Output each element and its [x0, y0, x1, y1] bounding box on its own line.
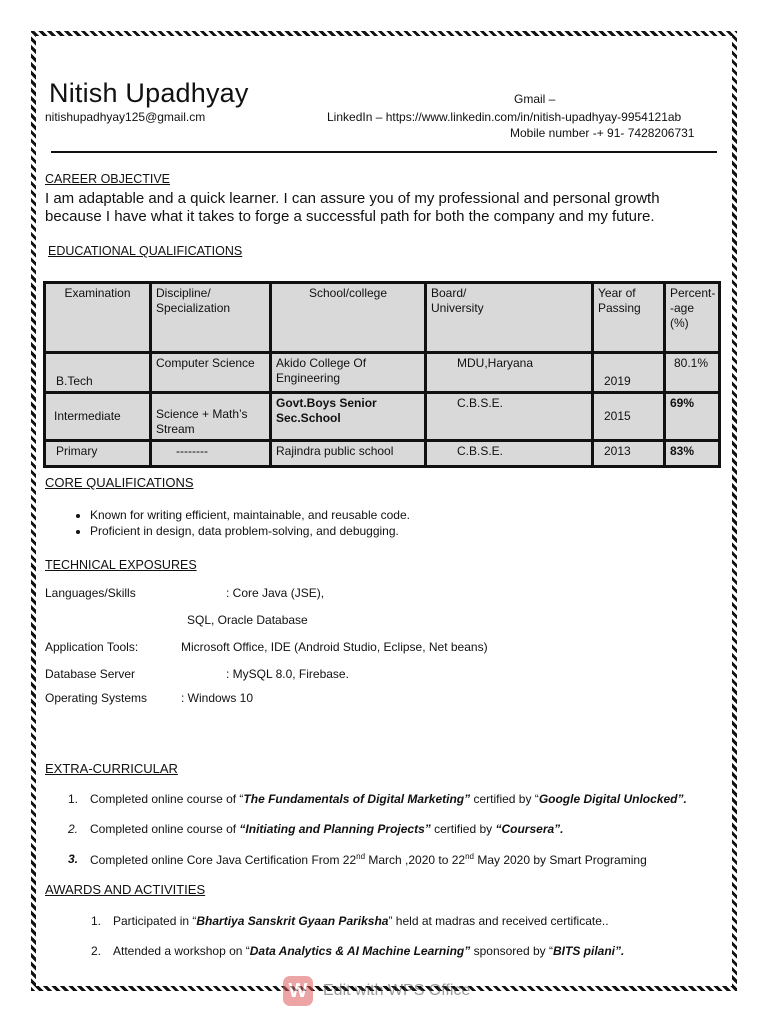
career-objective-line1: I am adaptable and a quick learner. I can assure you of my professional and personal growth	[45, 190, 660, 207]
core-qualifications-list	[70, 507, 410, 539]
cell-board: C.B.S.E.	[426, 393, 593, 441]
mobile-text: Mobile number -+ 91- 7428206731	[510, 126, 695, 140]
wps-watermark	[283, 976, 470, 1006]
cell-board: C.B.S.E.	[426, 441, 593, 467]
career-objective-heading: CAREER OBJECTIVE	[45, 172, 171, 186]
cell-discipline: Science + Math’s Stream	[151, 393, 271, 441]
cell-percentage: 83%	[665, 441, 720, 467]
app-tools-label: Application Tools:	[45, 640, 139, 654]
table-row	[45, 441, 720, 467]
cell-discipline: Computer Science	[151, 353, 271, 393]
candidate-name: Nitish Upadhyay	[49, 78, 249, 108]
header-percentage: Percent- -age (%)	[665, 283, 720, 353]
award-item-1: Participated in “Bhartiya Sanskrit Gyaan Pariksha” held at madras and received certificate..	[113, 914, 609, 928]
cell-exam: Primary	[45, 441, 151, 467]
db-server-label: Database Server	[45, 667, 136, 681]
cell-school: Govt.Boys Senior Sec.School	[271, 393, 426, 441]
linkedin-text: LinkedIn – https://www.linkedin.com/in/nitish-upadhyay-9954121ab	[327, 110, 682, 124]
db-server-value: : MySQL 8.0, Firebase.	[226, 667, 349, 681]
email-text: nitishupadhyay125@gmail.cm	[45, 110, 206, 124]
list-item: • Known for writing efficient, maintainable, and reusable code.	[90, 507, 410, 523]
cell-percentage: 80.1%	[665, 353, 720, 393]
cell-school: Akido College Of Engineering	[271, 353, 426, 393]
table-row	[45, 353, 720, 393]
extra-curricular-heading: EXTRA-CURRICULAR	[45, 761, 178, 776]
header-school: School/college	[271, 283, 426, 353]
core-qualifications-heading: CORE QUALIFICATIONS	[45, 475, 194, 490]
extra-number-2: 2.	[68, 822, 79, 836]
header-board: Board/ University	[426, 283, 593, 353]
languages-label: Languages/Skills	[45, 586, 136, 600]
header-examination: Examination	[45, 283, 151, 353]
cell-exam: B.Tech	[45, 353, 151, 393]
award-number-2: 2.	[91, 944, 102, 958]
gmail-label: Gmail –	[514, 92, 556, 106]
header-divider	[51, 151, 717, 153]
extra-item-3: Completed online Core Java Certification From 22nd March ,2020 to 22nd May 2020 by Smart Programing	[90, 852, 647, 867]
extra-number-1: 1.	[68, 792, 79, 806]
os-label: Operating Systems	[45, 691, 148, 705]
list-item: • Proficient in design, data problem-solving, and debugging.	[90, 523, 410, 539]
extra-item-2: Completed online course of “Initiating and Planning Projects” certified by “Coursera”.	[90, 822, 564, 836]
cell-school: Rajindra public school	[271, 441, 426, 467]
header-discipline: Discipline/ Specialization	[151, 283, 271, 353]
extra-number-3: 3.	[68, 852, 79, 866]
languages-value: : Core Java (JSE),	[226, 586, 325, 600]
wps-logo-icon: W	[283, 976, 313, 1006]
cell-board: MDU,Haryana	[426, 353, 593, 393]
os-value: : Windows 10	[181, 691, 254, 705]
education-table	[43, 281, 721, 468]
cell-exam: Intermediate	[45, 393, 151, 441]
award-item-2: Attended a workshop on “Data Analytics & AI Machine Learning” sponsored by “BITS pilani”.	[113, 944, 625, 958]
app-tools-value: Microsoft Office, IDE (Android Studio, Eclipse, Net beans)	[181, 640, 488, 654]
technical-heading: TECHNICAL EXPOSURES	[45, 558, 197, 572]
cell-year: 2019	[593, 353, 665, 393]
table-row	[45, 393, 720, 441]
cell-discipline: --------	[151, 441, 271, 467]
cell-year: 2015	[593, 393, 665, 441]
cell-year: 2013	[593, 441, 665, 467]
cell-percentage: 69%	[665, 393, 720, 441]
awards-heading: AWARDS AND ACTIVITIES	[45, 882, 206, 897]
table-header-row	[45, 283, 720, 353]
award-number-1: 1.	[91, 914, 102, 928]
education-heading: EDUCATIONAL QUALIFICATIONS	[48, 244, 243, 258]
watermark-text: Edit with WPS Office	[323, 982, 471, 999]
extra-item-1: Completed online course of “The Fundamentals of Digital Marketing” certified by “Google Digital Unlocked”.	[90, 792, 687, 806]
career-objective-line2: because I have what it takes to forge a successful path for both the company and my future.	[45, 208, 655, 225]
header-year: Year of Passing	[593, 283, 665, 353]
languages-value-2: SQL, Oracle Database	[187, 613, 308, 627]
